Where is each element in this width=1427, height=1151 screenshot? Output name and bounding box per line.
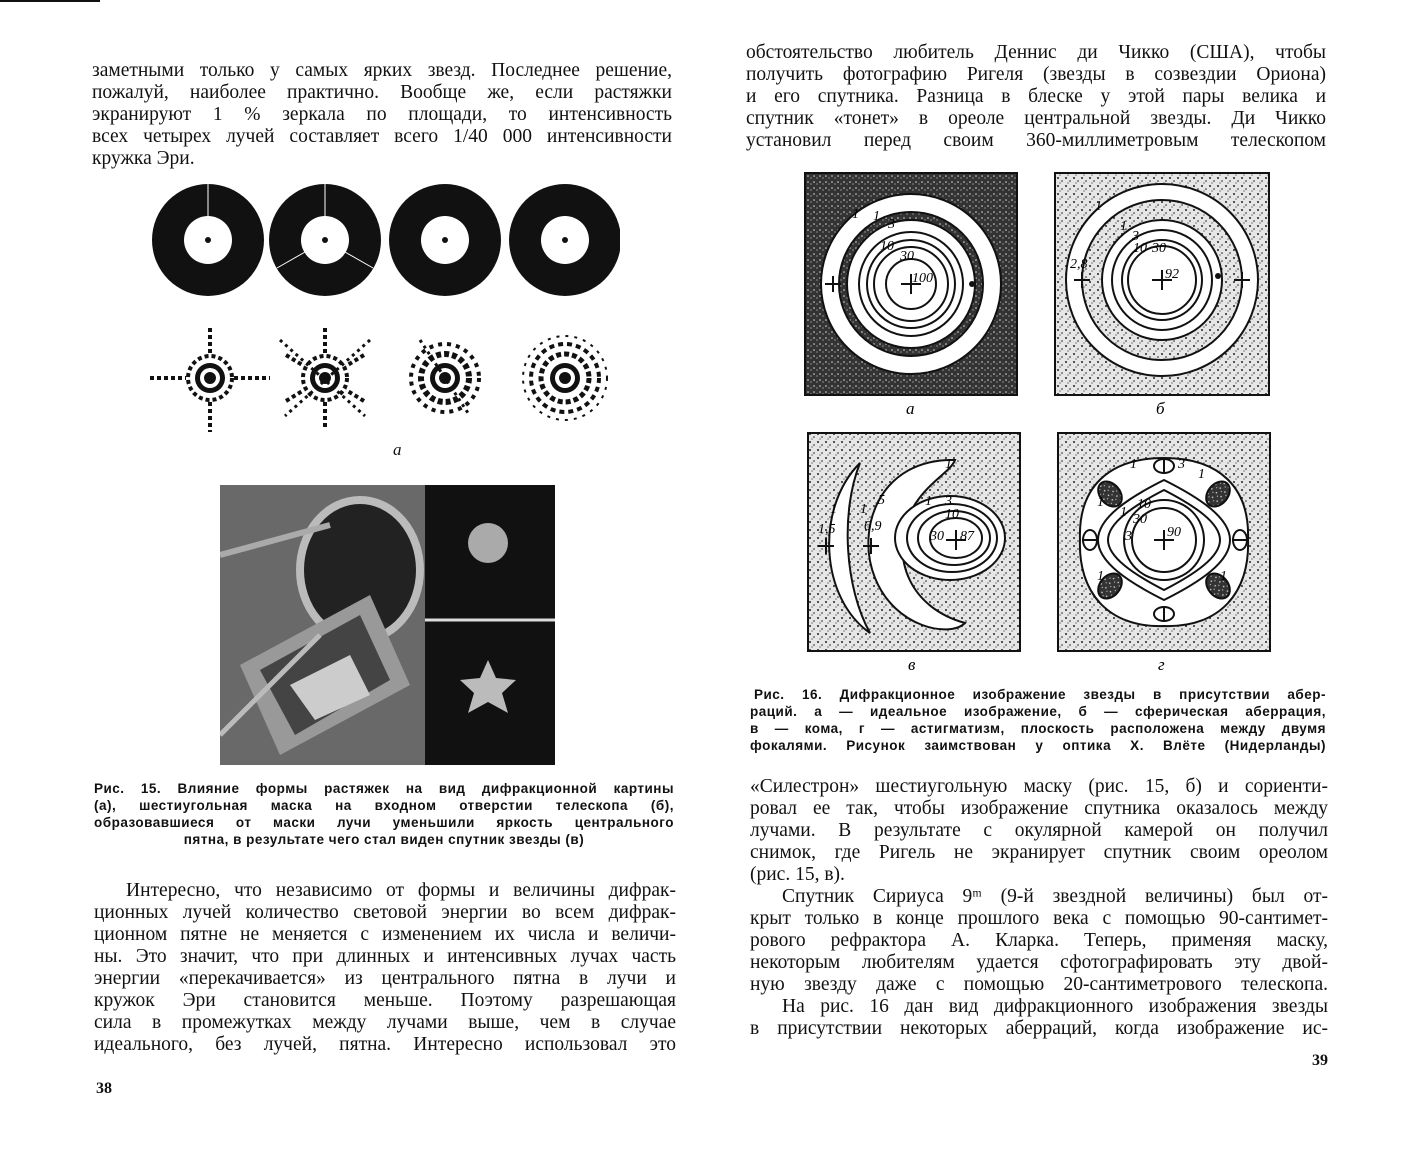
text-line: спутник «тонет» в ореоле центральной звезды. Ди Чикко [746, 108, 1326, 129]
text-line: (рис. 15, в). [750, 864, 845, 885]
value-label: 3 [1132, 229, 1139, 244]
value-label: 1 [1097, 569, 1104, 584]
page-number-right: 39 [1312, 1052, 1328, 1069]
text-line: ную звезду даже с помощью 20-сантиметрового телескопа. [750, 974, 1328, 995]
panel-label-b: б [1156, 399, 1165, 418]
caption-line: раций. а — идеальное изображение, б — сферическая аберрация, [750, 704, 1326, 719]
text-line: кружка Эри. [92, 148, 195, 169]
value-label: 10 [945, 507, 959, 522]
central-spot [468, 523, 508, 563]
caption-line: образовавшиеся от маски лучи уменьшили яркость центрального [94, 815, 674, 830]
text-line: энергии «перекачивается» из центрального пятна в лучи и [94, 968, 676, 989]
value-label: 3 [888, 217, 895, 232]
figure-16-panel-a [805, 173, 1017, 395]
caption-line: Рис. 15. Влияние формы растяжек на вид дифракционной картины [94, 781, 674, 796]
figure-16-panel-d [1058, 433, 1270, 651]
text-line: лучами. В результате с окулярной камерой он получил [750, 820, 1328, 841]
value-label: 1 [852, 207, 859, 222]
value-label: 1 [860, 502, 867, 517]
value-label: 1 [873, 209, 880, 224]
mask-disk-4 [509, 184, 620, 296]
text-line: получить фотографию Ригеля (звезды в созвездии Ориона) [746, 64, 1326, 85]
text-line: заметными только у самых ярких звезд. Последнее решение, [92, 60, 672, 81]
text-line: ровал ее так, чтобы изображение спутника оказалось между [750, 798, 1328, 819]
page-number-left: 38 [96, 1080, 112, 1097]
value-label: 1 [1095, 199, 1102, 214]
value-label: 1 [1097, 495, 1104, 510]
text-line: ционных лучей количество световой энергии во всем дифрак- [94, 902, 676, 923]
text-line: рового рефрактора А. Кларка. Теперь, применяя маску, [750, 930, 1328, 951]
text-line: Интересно, что независимо от формы и величины дифрак- [126, 880, 676, 901]
value-label: 30 [1152, 241, 1166, 256]
value-label: 100 [912, 271, 933, 286]
value-label: 30 [930, 529, 944, 544]
value-label: 3 [945, 494, 952, 509]
caption-line: (а), шестиугольная маска на входном отверстии телескопа (б), [94, 798, 674, 813]
panel-label-d: г [1158, 655, 1165, 674]
caption-line: фокалями. Рисунок заимствован у оптика Х. Влёте (Нидерланды) [750, 738, 1326, 753]
text-line: пожалуй, наиболее практично. Вообще же, если растяжки [92, 82, 672, 103]
figure-15-label-a: а [393, 440, 402, 459]
text-line: сила в промежутках между лучами выше, чем в случае [94, 1012, 676, 1033]
value-label: 1 [945, 457, 952, 472]
mask-disk-2 [269, 184, 381, 296]
text-line: кружок Эри становится меньше. Поэтому разрешающая [94, 990, 676, 1011]
value-label: 5 [878, 493, 885, 508]
left-body-text [94, 880, 676, 1056]
value-label: 2,8 [1070, 257, 1088, 272]
figure-16-panel-b [1055, 173, 1269, 395]
text-line: некоторым любителям удается сфотографировать эту двой- [750, 952, 1328, 973]
figure-16-illustration [800, 168, 1280, 678]
value-label: 1 [1198, 467, 1205, 482]
value-label: 1 [1120, 219, 1127, 234]
caption-line: Рис. 16. Дифракционное изображение звезды в присутствии абер- [754, 687, 1326, 702]
caption-line: в — кома, г — астигматизм, плоскость расположена между двумя [750, 721, 1326, 736]
value-label: 6,9 [864, 519, 882, 534]
value-label: 92 [1165, 267, 1179, 282]
text-line: ционном пятне не меняется с изменением их числа и величи- [94, 924, 676, 945]
mask-disk-1 [152, 182, 264, 296]
text-line: обстоятельство любитель Деннис ди Чикко (США), чтобы [746, 42, 1326, 63]
diffraction-pattern-4 [523, 336, 607, 420]
value-label: 3 [1125, 529, 1132, 544]
text-line: ны. Это значит, что при длинных и интенсивных лучах часть [94, 946, 676, 967]
text-line: идеального, без лучей, пятна. Интересно использовал это [94, 1034, 676, 1055]
value-label: 1 [925, 494, 932, 509]
right-intro-text [746, 42, 1326, 152]
diffraction-pattern-1 [150, 328, 270, 432]
left-intro-text [92, 60, 672, 170]
value-label: 90 [1167, 525, 1181, 540]
text-line: всех четырех лучей составляет всего 1/40 000 интенсивности [92, 126, 672, 147]
figure-16-caption [750, 686, 1326, 754]
value-label: 30 [1133, 512, 1147, 527]
text-line: «Силестрон» шестиугольную маску (рис. 15, б) и сориенти- [750, 776, 1328, 797]
text-line: снимок, где Ригель не экранирует спутник своим ореолом [750, 842, 1328, 863]
panel-label-c: в [908, 655, 916, 674]
panel-label-a: а [906, 399, 915, 418]
text-line: установил перед своим 360-миллиметровым телескопом [746, 130, 1326, 151]
diffraction-pattern-2 [280, 328, 370, 430]
value-label: 10 [880, 239, 894, 254]
value-label: 1 [830, 502, 837, 517]
text-line: Спутник Сириуса 9ᵐ (9-й звездной величины) был от- [782, 886, 1328, 907]
figure-15a-illustration [140, 180, 620, 440]
value-label: 1,5 [818, 522, 836, 537]
diffraction-pattern-3 [411, 340, 479, 416]
value-label: 1 [1220, 569, 1227, 584]
text-line: в присутствии некоторых аберраций, когда изображение ис- [750, 1018, 1328, 1039]
value-label: 10 [1133, 241, 1147, 256]
caption-line: пятна, в результате чего стал виден спутник звезды (в) [183, 832, 585, 847]
scan-edge-mark [0, 0, 100, 2]
value-label: 30 [900, 249, 914, 264]
mask-disk-3 [389, 184, 501, 296]
value-label: 87 [960, 529, 974, 544]
value-label: 1 [1130, 457, 1137, 472]
text-line: экранируют 1 % зеркала по площади, то интенсивность [92, 104, 672, 125]
figure-15-photo [220, 485, 555, 765]
value-label: 3 [1178, 457, 1185, 472]
text-line: На рис. 16 дан вид дифракционного изображения звезды [782, 996, 1328, 1017]
text-line: и его спутника. Разница в блеске у этой пары велика и [746, 86, 1326, 107]
figure-15-caption [94, 780, 674, 848]
right-body-text [750, 776, 1328, 1040]
text-line: крыт только в конце прошлого века с помощью 90-сантимет- [750, 908, 1328, 929]
telescope-mask-photo [220, 485, 555, 765]
value-label: 10 [1137, 497, 1151, 512]
figure-16-panel-c [808, 433, 1020, 651]
value-label: 1 [1120, 505, 1127, 520]
